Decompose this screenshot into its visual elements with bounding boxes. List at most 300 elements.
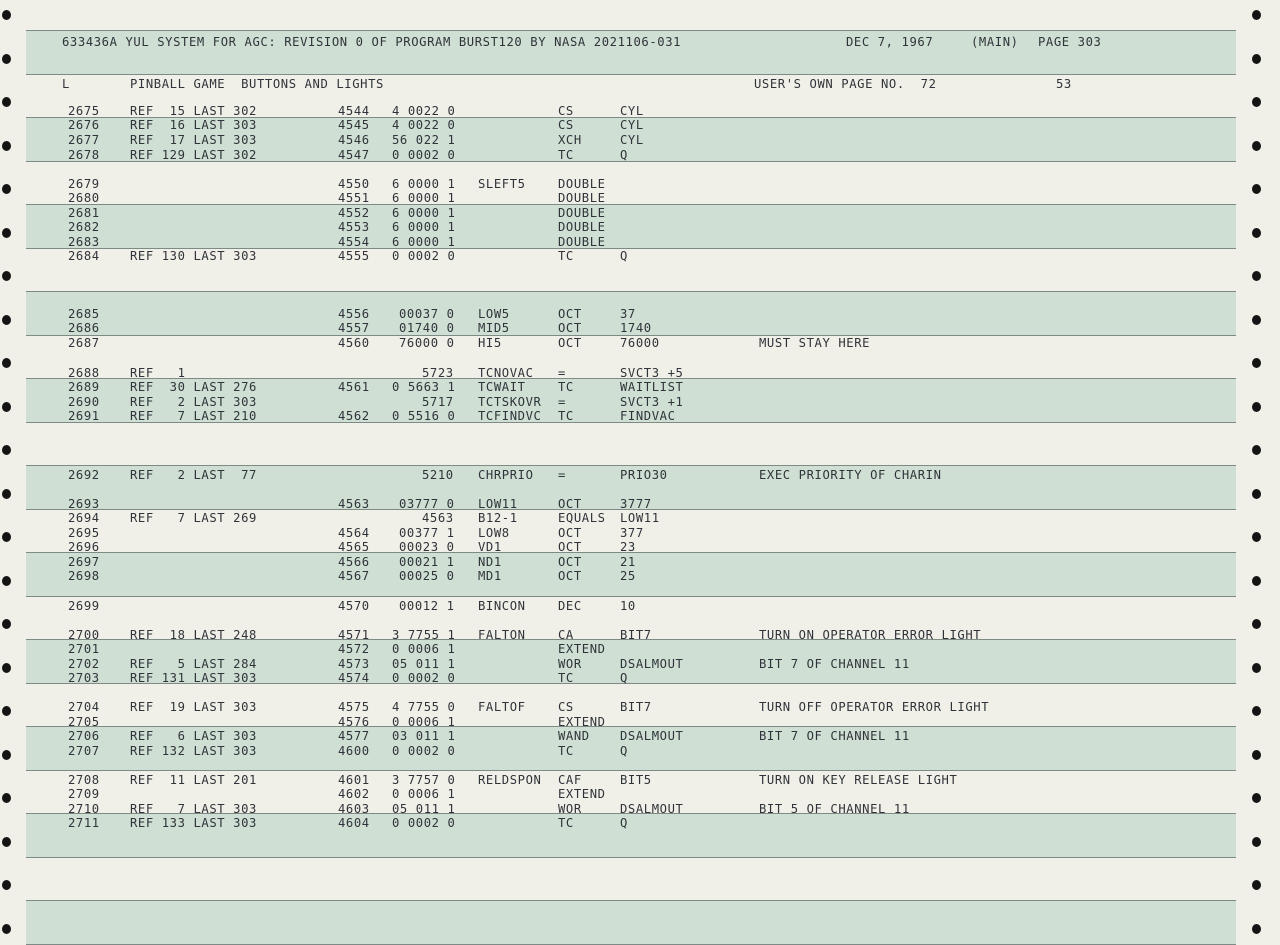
cross-reference: REF 130 LAST 303	[130, 249, 257, 263]
octal-word: 00021 1	[399, 555, 455, 569]
cross-reference: REF 129 LAST 302	[130, 148, 257, 162]
line-number: 2685	[68, 307, 100, 321]
listing-row	[26, 118, 1236, 133]
listing-row	[26, 540, 1236, 555]
opcode: EXTEND	[558, 715, 606, 729]
octal-word: 3 7757 0	[392, 773, 456, 787]
address: 5210	[422, 468, 454, 482]
octal-word: 0 5516 0	[392, 409, 456, 423]
line-number: 2675	[68, 104, 100, 118]
cross-reference: REF 16 LAST 303	[130, 118, 257, 132]
octal-word: 05 011 1	[392, 657, 456, 671]
address: 4565	[338, 540, 370, 554]
subheader-code: 53	[1056, 77, 1072, 91]
address: 4562	[338, 409, 370, 423]
right-tractor-holes	[1250, 0, 1264, 944]
address: 4603	[338, 802, 370, 816]
octal-word: 0 0006 1	[392, 787, 456, 801]
opcode: EQUALS	[558, 511, 606, 525]
cross-reference: REF 132 LAST 303	[130, 744, 257, 758]
tractor-hole	[1252, 54, 1261, 64]
listing-row	[26, 380, 1236, 395]
line-number: 2684	[68, 249, 100, 263]
octal-word: 0 0002 0	[392, 816, 456, 830]
address: 4554	[338, 235, 370, 249]
tractor-hole	[1252, 576, 1261, 586]
tractor-hole	[2, 532, 11, 542]
tractor-hole	[2, 750, 11, 760]
operand: Q	[620, 744, 628, 758]
address: 4546	[338, 133, 370, 147]
octal-word: 6 0000 1	[392, 235, 456, 249]
cross-reference: REF 131 LAST 303	[130, 671, 257, 685]
tractor-hole	[1252, 228, 1261, 238]
tractor-hole	[1252, 532, 1261, 542]
octal-word: 0 0002 0	[392, 671, 456, 685]
address: 4545	[338, 118, 370, 132]
subheader-mark: L	[62, 77, 70, 91]
opcode: DOUBLE	[558, 191, 606, 205]
cross-reference: REF 1	[130, 366, 186, 380]
symbol-label: SLEFT5	[478, 177, 526, 191]
address: 4571	[338, 628, 370, 642]
listing-row	[26, 395, 1236, 410]
operand: Q	[620, 249, 628, 263]
tractor-hole	[2, 880, 11, 890]
listing-row	[26, 336, 1236, 351]
listing-row	[26, 511, 1236, 526]
octal-word: 6 0000 1	[392, 191, 456, 205]
opcode: DOUBLE	[558, 235, 606, 249]
operand: 37	[620, 307, 636, 321]
operand: WAITLIST	[620, 380, 684, 394]
address: 4551	[338, 191, 370, 205]
opcode: OCT	[558, 555, 582, 569]
octal-word: 76000 0	[399, 336, 455, 350]
listing-row	[26, 802, 1236, 817]
tractor-hole	[1252, 358, 1261, 368]
opcode: XCH	[558, 133, 582, 147]
opcode: CS	[558, 104, 574, 118]
opcode: =	[558, 395, 566, 409]
symbol-label: MD1	[478, 569, 502, 583]
opcode: OCT	[558, 526, 582, 540]
tractor-hole	[2, 619, 11, 629]
listing-row	[26, 526, 1236, 541]
address: 5723	[422, 366, 454, 380]
opcode: TC	[558, 380, 574, 394]
address: 4563	[422, 511, 454, 525]
comment: TURN ON KEY RELEASE LIGHT	[759, 773, 958, 787]
address: 4576	[338, 715, 370, 729]
line-number: 2677	[68, 133, 100, 147]
operand: 25	[620, 569, 636, 583]
address: 4600	[338, 744, 370, 758]
address: 4574	[338, 671, 370, 685]
symbol-label: LOW5	[478, 307, 510, 321]
line-number: 2705	[68, 715, 100, 729]
operand: 21	[620, 555, 636, 569]
user-page-number: USER'S OWN PAGE NO. 72	[754, 77, 937, 91]
listing-row	[26, 715, 1236, 730]
address: 4575	[338, 700, 370, 714]
listing-row	[26, 816, 1236, 831]
opcode: TC	[558, 744, 574, 758]
tractor-hole	[1252, 315, 1261, 325]
octal-word: 05 011 1	[392, 802, 456, 816]
operand: 10	[620, 599, 636, 613]
operand: SVCT3 +5	[620, 366, 684, 380]
comment: TURN ON OPERATOR ERROR LIGHT	[759, 628, 982, 642]
line-number: 2693	[68, 497, 100, 511]
address: 4544	[338, 104, 370, 118]
line-number: 2694	[68, 511, 100, 525]
line-number: 2701	[68, 642, 100, 656]
listing-row	[26, 307, 1236, 322]
opcode: TC	[558, 671, 574, 685]
operand: LOW11	[620, 511, 660, 525]
octal-word: 6 0000 1	[392, 177, 456, 191]
address: 4601	[338, 773, 370, 787]
line-number: 2703	[68, 671, 100, 685]
listing-row	[26, 104, 1236, 119]
octal-word: 4 7755 0	[392, 700, 456, 714]
line-number: 2691	[68, 409, 100, 423]
line-number: 2682	[68, 220, 100, 234]
line-number: 2695	[68, 526, 100, 540]
listing-row	[26, 729, 1236, 744]
tractor-hole	[2, 793, 11, 803]
listing-row	[26, 468, 1236, 483]
cross-reference: REF 17 LAST 303	[130, 133, 257, 147]
address: 4567	[338, 569, 370, 583]
tractor-hole	[2, 315, 11, 325]
cross-reference: REF 2 LAST 77	[130, 468, 257, 482]
opcode: =	[558, 468, 566, 482]
symbol-label: RELDSPON	[478, 773, 542, 787]
octal-word: 4 0022 0	[392, 104, 456, 118]
line-number: 2683	[68, 235, 100, 249]
cross-reference: REF 30 LAST 276	[130, 380, 257, 394]
tractor-hole	[2, 706, 11, 716]
operand: BIT5	[620, 773, 652, 787]
symbol-label: BINCON	[478, 599, 526, 613]
symbol-label: B12-1	[478, 511, 518, 525]
tractor-hole	[2, 663, 11, 673]
tractor-hole	[2, 54, 11, 64]
operand: CYL	[620, 104, 644, 118]
listing-row	[26, 555, 1236, 570]
listing-row	[26, 628, 1236, 643]
tractor-hole	[1252, 97, 1261, 107]
symbol-label: FALTON	[478, 628, 526, 642]
tractor-hole	[1252, 445, 1261, 455]
address: 5717	[422, 395, 454, 409]
octal-word: 03777 0	[399, 497, 455, 511]
cross-reference: REF 15 LAST 302	[130, 104, 257, 118]
address: 4553	[338, 220, 370, 234]
octal-word: 00037 0	[399, 307, 455, 321]
cross-reference: REF 7 LAST 303	[130, 802, 257, 816]
comment: BIT 7 OF CHANNEL 11	[759, 729, 910, 743]
comment: MUST STAY HERE	[759, 336, 871, 350]
header-job-title: 633436A YUL SYSTEM FOR AGC: REVISION 0 OF PROGRAM BURST120 BY NASA 2021106-031	[62, 35, 682, 49]
tractor-hole	[2, 489, 11, 499]
symbol-label: VD1	[478, 540, 502, 554]
address: 4602	[338, 787, 370, 801]
listing-row	[26, 366, 1236, 381]
operand: DSALMOUT	[620, 802, 684, 816]
octal-word: 01740 0	[399, 321, 455, 335]
tractor-hole	[1252, 880, 1261, 890]
opcode: OCT	[558, 497, 582, 511]
tractor-hole	[1252, 663, 1261, 673]
line-number: 2699	[68, 599, 100, 613]
line-number: 2707	[68, 744, 100, 758]
line-number: 2687	[68, 336, 100, 350]
address: 4604	[338, 816, 370, 830]
cross-reference: REF 18 LAST 248	[130, 628, 257, 642]
cross-reference: REF 5 LAST 284	[130, 657, 257, 671]
line-number: 2711	[68, 816, 100, 830]
octal-word: 0 0002 0	[392, 744, 456, 758]
opcode: DOUBLE	[558, 206, 606, 220]
left-tractor-holes	[0, 0, 14, 944]
operand: DSALMOUT	[620, 729, 684, 743]
opcode: OCT	[558, 336, 582, 350]
tractor-hole	[2, 141, 11, 151]
tractor-hole	[1252, 750, 1261, 760]
address: 4563	[338, 497, 370, 511]
opcode: OCT	[558, 540, 582, 554]
opcode: DEC	[558, 599, 582, 613]
cross-reference: REF 7 LAST 269	[130, 511, 257, 525]
green-band	[26, 900, 1236, 945]
symbol-label: TCNOVAC	[478, 366, 534, 380]
opcode: OCT	[558, 321, 582, 335]
address: 4550	[338, 177, 370, 191]
line-number: 2696	[68, 540, 100, 554]
octal-word: 00025 0	[399, 569, 455, 583]
operand: BIT7	[620, 628, 652, 642]
tractor-hole	[2, 10, 11, 20]
tractor-hole	[1252, 793, 1261, 803]
listing-row	[26, 148, 1236, 163]
octal-word: 0 0006 1	[392, 642, 456, 656]
opcode: TC	[558, 816, 574, 830]
opcode: TC	[558, 249, 574, 263]
header-page-number: PAGE 303	[1038, 35, 1102, 49]
cross-reference: REF 7 LAST 210	[130, 409, 257, 423]
address: 4570	[338, 599, 370, 613]
opcode: EXTEND	[558, 642, 606, 656]
symbol-label: CHRPRIO	[478, 468, 534, 482]
listing-row	[26, 133, 1236, 148]
tractor-hole	[1252, 924, 1261, 934]
line-number: 2688	[68, 366, 100, 380]
tractor-hole	[2, 228, 11, 238]
octal-word: 03 011 1	[392, 729, 456, 743]
operand: SVCT3 +1	[620, 395, 684, 409]
operand: CYL	[620, 118, 644, 132]
listing-row	[26, 497, 1236, 512]
line-number: 2681	[68, 206, 100, 220]
line-number: 2676	[68, 118, 100, 132]
symbol-label: MID5	[478, 321, 510, 335]
line-number: 2698	[68, 569, 100, 583]
line-number: 2680	[68, 191, 100, 205]
listing-row	[26, 671, 1236, 686]
opcode: TC	[558, 409, 574, 423]
address: 4572	[338, 642, 370, 656]
listing-sheet	[26, 0, 1236, 944]
comment: TURN OFF OPERATOR ERROR LIGHT	[759, 700, 990, 714]
tractor-hole	[2, 924, 11, 934]
address: 4552	[338, 206, 370, 220]
opcode: CS	[558, 700, 574, 714]
operand: Q	[620, 816, 628, 830]
listing-row	[26, 321, 1236, 336]
address: 4564	[338, 526, 370, 540]
tractor-hole	[2, 358, 11, 368]
line-number: 2686	[68, 321, 100, 335]
operand: 76000	[620, 336, 660, 350]
listing-row	[26, 642, 1236, 657]
section-title: PINBALL GAME BUTTONS AND LIGHTS	[130, 77, 384, 91]
cross-reference: REF 6 LAST 303	[130, 729, 257, 743]
symbol-label: LOW11	[478, 497, 518, 511]
operand: FINDVAC	[620, 409, 676, 423]
opcode: WOR	[558, 657, 582, 671]
line-number: 2692	[68, 468, 100, 482]
line-number: 2704	[68, 700, 100, 714]
address: 4555	[338, 249, 370, 263]
tractor-hole	[1252, 141, 1261, 151]
tractor-hole	[2, 271, 11, 281]
listing-row	[26, 220, 1236, 235]
address: 4577	[338, 729, 370, 743]
address: 4566	[338, 555, 370, 569]
cross-reference: REF 133 LAST 303	[130, 816, 257, 830]
opcode: DOUBLE	[558, 177, 606, 191]
operand: BIT7	[620, 700, 652, 714]
octal-word: 00023 0	[399, 540, 455, 554]
line-number: 2690	[68, 395, 100, 409]
opcode: DOUBLE	[558, 220, 606, 234]
octal-word: 0 0006 1	[392, 715, 456, 729]
opcode: OCT	[558, 569, 582, 583]
symbol-label: TCWAIT	[478, 380, 526, 394]
operand: 23	[620, 540, 636, 554]
operand: Q	[620, 671, 628, 685]
listing-row	[26, 569, 1236, 584]
octal-word: 6 0000 1	[392, 220, 456, 234]
header-date: DEC 7, 1967	[846, 35, 934, 49]
octal-word: 3 7755 1	[392, 628, 456, 642]
header-main: (MAIN)	[971, 35, 1019, 49]
opcode: CS	[558, 118, 574, 132]
symbol-label: ND1	[478, 555, 502, 569]
listing-row	[26, 599, 1236, 614]
listing-row	[26, 744, 1236, 759]
opcode: OCT	[558, 307, 582, 321]
address: 4556	[338, 307, 370, 321]
cross-reference: REF 2 LAST 303	[130, 395, 257, 409]
line-number: 2700	[68, 628, 100, 642]
listing-row	[26, 206, 1236, 221]
tractor-hole	[2, 402, 11, 412]
operand: Q	[620, 148, 628, 162]
line-number: 2689	[68, 380, 100, 394]
operand: 377	[620, 526, 644, 540]
tractor-hole	[2, 445, 11, 455]
opcode: =	[558, 366, 566, 380]
tractor-hole	[2, 576, 11, 586]
comment: BIT 5 OF CHANNEL 11	[759, 802, 910, 816]
opcode: CAF	[558, 773, 582, 787]
opcode: EXTEND	[558, 787, 606, 801]
opcode: WOR	[558, 802, 582, 816]
octal-word: 0 5663 1	[392, 380, 456, 394]
line-number: 2709	[68, 787, 100, 801]
symbol-label: TCFINDVC	[478, 409, 542, 423]
tractor-hole	[1252, 706, 1261, 716]
tractor-hole	[1252, 402, 1261, 412]
octal-word: 00012 1	[399, 599, 455, 613]
line-number: 2697	[68, 555, 100, 569]
listing-row	[26, 235, 1236, 250]
comment: EXEC PRIORITY OF CHARIN	[759, 468, 942, 482]
octal-word: 56 022 1	[392, 133, 456, 147]
listing-row	[26, 191, 1236, 206]
tractor-hole	[1252, 489, 1261, 499]
line-number: 2702	[68, 657, 100, 671]
symbol-label: HI5	[478, 336, 502, 350]
listing-row	[26, 787, 1236, 802]
octal-word: 0 0002 0	[392, 148, 456, 162]
line-number: 2706	[68, 729, 100, 743]
listing-row	[26, 773, 1236, 788]
tractor-hole	[2, 184, 11, 194]
tractor-hole	[1252, 10, 1261, 20]
operand: PRIO30	[620, 468, 668, 482]
address: 4557	[338, 321, 370, 335]
symbol-label: LOW8	[478, 526, 510, 540]
line-number: 2708	[68, 773, 100, 787]
tractor-hole	[1252, 837, 1261, 847]
address: 4560	[338, 336, 370, 350]
octal-word: 0 0002 0	[392, 249, 456, 263]
octal-word: 4 0022 0	[392, 118, 456, 132]
comment: BIT 7 OF CHANNEL 11	[759, 657, 910, 671]
cross-reference: REF 11 LAST 201	[130, 773, 257, 787]
listing-row	[26, 249, 1236, 264]
octal-word: 6 0000 1	[392, 206, 456, 220]
symbol-label: FALTOF	[478, 700, 526, 714]
listing-row	[26, 700, 1236, 715]
octal-word: 00377 1	[399, 526, 455, 540]
address: 4547	[338, 148, 370, 162]
listing-row	[26, 177, 1236, 192]
operand: 3777	[620, 497, 652, 511]
opcode: WAND	[558, 729, 590, 743]
listing-row	[26, 409, 1236, 424]
operand: CYL	[620, 133, 644, 147]
tractor-hole	[1252, 619, 1261, 629]
operand: 1740	[620, 321, 652, 335]
tractor-hole	[1252, 184, 1261, 194]
line-number: 2678	[68, 148, 100, 162]
